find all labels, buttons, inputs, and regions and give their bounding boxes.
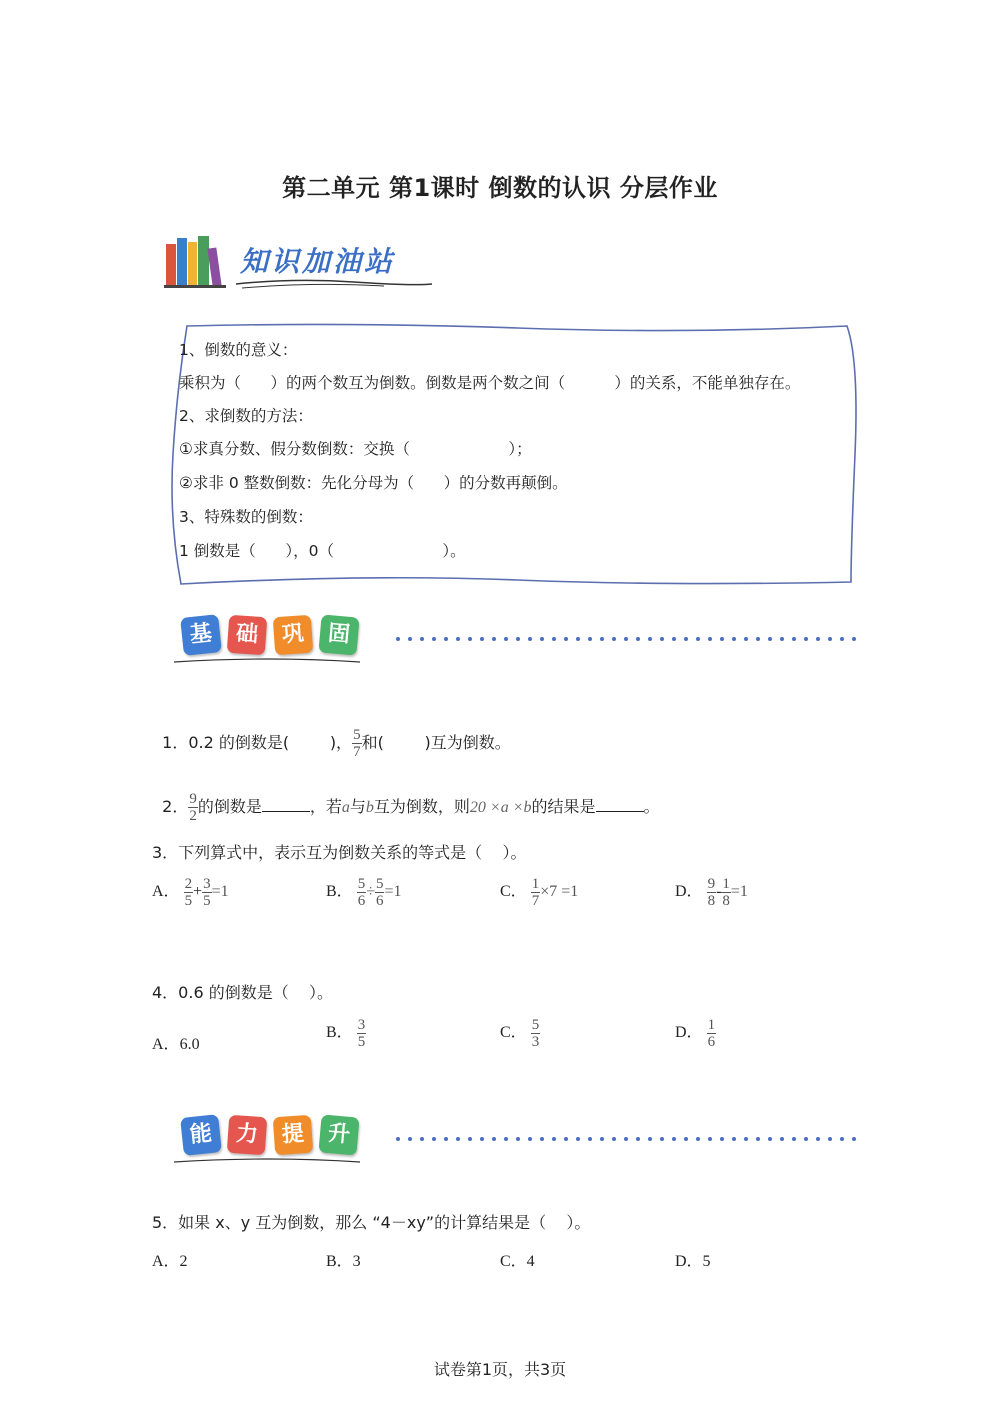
question-4: 4．0.6 的倒数是（ ）。 bbox=[152, 983, 334, 1002]
section-tile: 提 bbox=[273, 1115, 314, 1156]
banner-underline bbox=[234, 276, 434, 290]
knowledge-box bbox=[167, 320, 861, 588]
question-2: 2． $\frac{9}{2}$ 的倒数是 ，若a与b互为倒数，则20 ×a ×b的结果是 。 bbox=[162, 791, 660, 824]
knowledge-banner-label: 知识加油站 bbox=[240, 245, 396, 278]
section-tile: 固 bbox=[318, 614, 359, 655]
knowledge-line: ②求非 0 整数倒数：先化分母为（ ）的分数再颠倒。 bbox=[179, 474, 568, 492]
option-a[interactable]: A．6.0 bbox=[152, 1036, 200, 1053]
knowledge-line: 3、特殊数的倒数： bbox=[179, 508, 313, 526]
section-tile: 力 bbox=[227, 1115, 268, 1156]
section-banner-basic bbox=[170, 612, 870, 672]
answer-blank bbox=[262, 797, 310, 812]
fraction: $\frac{5}{7}$ bbox=[353, 727, 361, 760]
question-5: 5．如果 x、y 互为倒数，那么 “4－xy”的计算结果是（ ）。 bbox=[152, 1213, 591, 1232]
option-c[interactable]: C． $\frac{5}{3}$ bbox=[500, 1017, 540, 1050]
knowledge-line: 乘积为（ ）的两个数互为倒数。倒数是两个数之间（ ）的关系，不能单独存在。 bbox=[179, 374, 801, 392]
question-3: 3．下列算式中，表示互为倒数关系的等式是（ ）。 bbox=[152, 843, 527, 862]
fraction: $\frac{9}{2}$ bbox=[189, 791, 197, 824]
option-d[interactable]: D． $\frac{9}{8}$ - $\frac{1}{8}$ =1 bbox=[675, 876, 748, 909]
option-d[interactable]: D． $\frac{1}{6}$ bbox=[675, 1017, 716, 1050]
option-c[interactable]: C．4 bbox=[500, 1253, 535, 1270]
page-footer: 试卷第1页，共3页 bbox=[433, 1360, 567, 1379]
section-tile: 巩 bbox=[273, 615, 314, 656]
answer-blank bbox=[596, 797, 644, 812]
dotted-line bbox=[170, 612, 870, 672]
knowledge-banner bbox=[162, 232, 442, 292]
option-c[interactable]: C． $\frac{1}{7}$ ×7 =1 bbox=[500, 876, 579, 909]
option-d[interactable]: D．5 bbox=[675, 1253, 711, 1270]
option-a[interactable]: A．2 bbox=[152, 1253, 188, 1270]
option-b[interactable]: B．3 bbox=[326, 1253, 361, 1270]
option-b[interactable]: B． $\frac{3}{5}$ bbox=[326, 1017, 366, 1050]
page-title: 第二单元 第1课时 倒数的认识 分层作业 bbox=[282, 174, 718, 202]
section-tile: 础 bbox=[227, 615, 268, 656]
section-banner-advanced bbox=[170, 1112, 870, 1172]
section-tile: 升 bbox=[318, 1114, 359, 1155]
section-tile: 能 bbox=[180, 1114, 222, 1156]
knowledge-line: 1、倒数的意义： bbox=[179, 341, 298, 359]
knowledge-line: ①求真分数、假分数倒数：交换（ ）； bbox=[179, 440, 532, 458]
question-1: 1．0.2 的倒数是( )， $\frac{5}{7}$ 和( )互为倒数。 bbox=[162, 727, 511, 760]
books-icon bbox=[162, 232, 232, 292]
knowledge-line: 1 倒数是（ ），0（ ）。 bbox=[179, 542, 466, 560]
section-tile: 基 bbox=[180, 614, 222, 656]
knowledge-line: 2、求倒数的方法： bbox=[179, 407, 313, 425]
dotted-line bbox=[170, 1112, 870, 1172]
option-a[interactable]: A． $\frac{2}{5}$ + $\frac{3}{5}$ =1 bbox=[152, 876, 229, 909]
option-b[interactable]: B． $\frac{5}{6}$ ÷ $\frac{5}{6}$ =1 bbox=[326, 876, 402, 909]
